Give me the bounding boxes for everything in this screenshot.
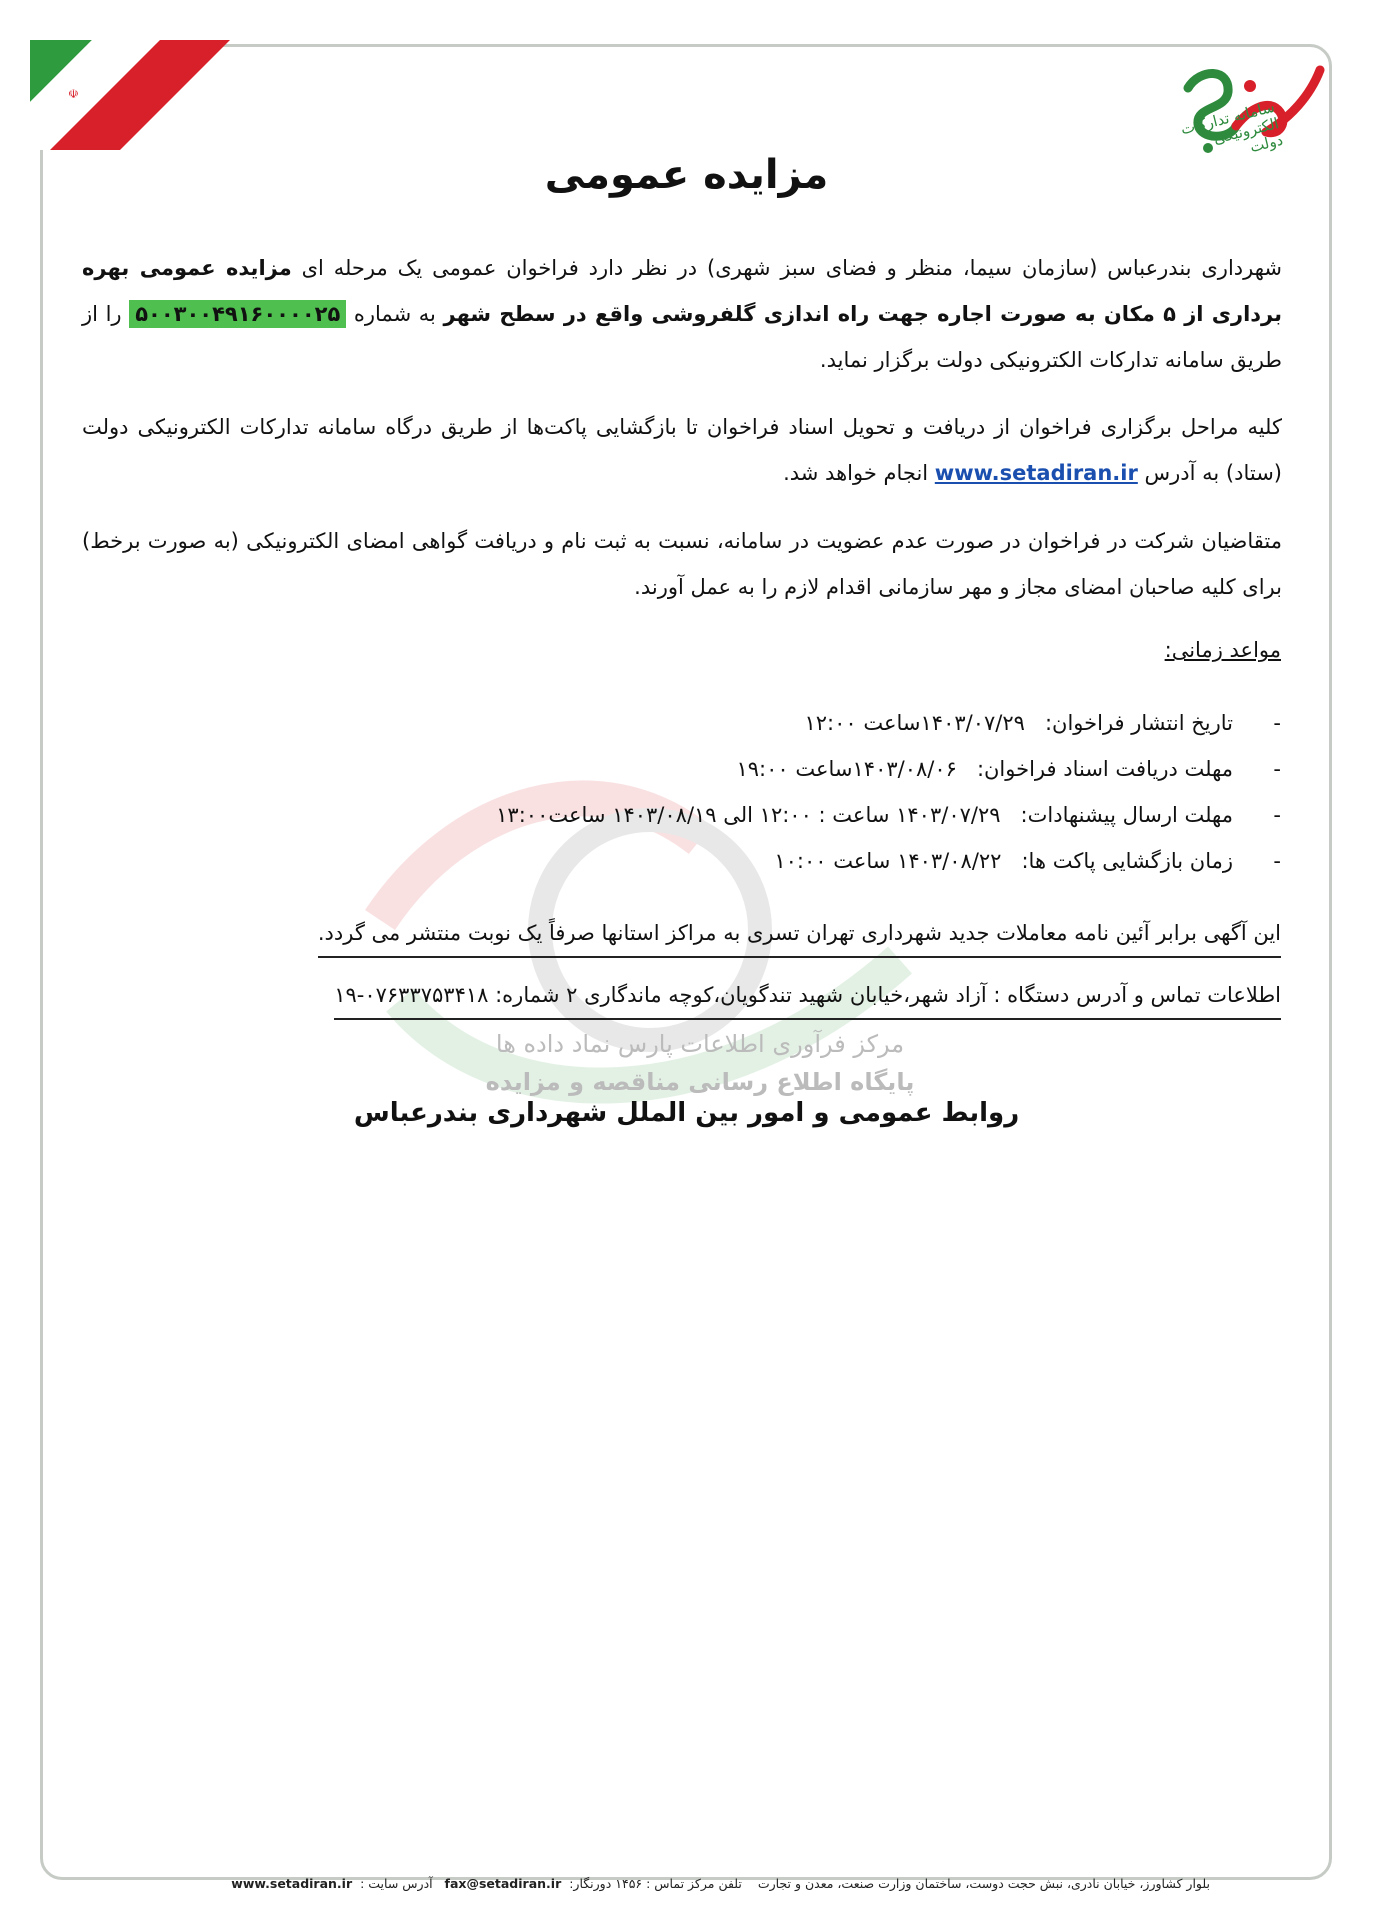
intro-text-3: را از طریق سامانه تدارکات الکترونیکی دولت برگزار نماید. <box>82 302 1282 372</box>
footer-site-label: آدرس سایت : <box>360 1876 433 1891</box>
schedule-label: مهلت ارسال پیشنهادات: <box>1020 803 1233 827</box>
schedule-item <box>131 838 1281 884</box>
schedule-value: ۱۴۰۳/۰۸/۰۶ساعت ۱۹:۰۰ <box>736 757 957 781</box>
bullet: - <box>1273 757 1281 781</box>
watermark-line-2: پایگاه اطلاع رسانی مناقصه و مزایده <box>485 1068 915 1096</box>
footer-fax[interactable]: fax@setadiran.ir <box>444 1876 562 1891</box>
svg-text:☫: ☫ <box>68 87 79 101</box>
procedure-text-1: کلیه مراحل برگزاری فراخوان از دریافت و تحویل اسناد فراخوان تا بازگشایی پاکت‌ها از طریق درگاه سامانه تدارکات الکترونیکی دولت (ستاد) به آدرس <box>82 415 1282 485</box>
schedule-item <box>131 792 1281 838</box>
procedure-paragraph <box>82 404 1282 496</box>
intro-bold-subject: مزایده عمومی بهره برداری از ۵ مکان به صورت اجاره جهت راه اندازی گلفروشی واقع در سطح شهر <box>82 256 1283 326</box>
schedule-heading: مواعد زمانی: <box>1164 638 1281 662</box>
registration-paragraph: متقاضیان شرکت در فراخوان در صورت عدم عضویت در سامانه، نسبت به ثبت نام و دریافت گواهی امضای الکترونیکی (به صورت برخط) برای کلیه صاحبان امضای مجاز و مهر سازمانی اقدام لازم را به عمل آورند. <box>82 529 1282 599</box>
publication-note: این آگهی برابر آئین نامه معاملات جدید شهرداری تهران تسری به مراکز استانها صرفاً یک نوبت منتشر می گردد. <box>318 910 1281 958</box>
schedule-value: ۱۴۰۳/۰۷/۲۹ ساعت : ۱۲:۰۰ الی ۱۴۰۳/۰۸/۱۹ ساعت۱۳:۰۰ <box>496 803 1001 827</box>
page-title: مزایده عمومی <box>544 152 829 198</box>
tender-number: ۵۰۰۳۰۰۴۹۱۶۰۰۰۰۲۵ <box>129 300 346 328</box>
schedule-label: تاریخ انتشار فراخوان: <box>1044 711 1233 735</box>
footer-address: بلوار کشاورز، خیابان نادری، نبش حجت دوست، ساختمان وزارت صنعت، معدن و تجارت <box>757 1876 1210 1891</box>
footer <box>180 1876 1210 1891</box>
schedule-item <box>131 700 1281 746</box>
schedule-label: مهلت دریافت اسناد فراخوان: <box>976 757 1233 781</box>
signature: روابط عمومی و امور بین الملل شهرداری بندرعباس <box>353 1098 1020 1128</box>
bullet: - <box>1273 711 1281 735</box>
schedule-item <box>131 746 1281 792</box>
procedure-text-2: انجام خواهد شد. <box>783 461 935 485</box>
intro-paragraph <box>82 245 1282 383</box>
schedule-value: ۱۴۰۳/۰۸/۲۲ ساعت ۱۰:۰۰ <box>774 849 1002 873</box>
logo-caption: سامانه تدارکات الکترونیکی دولت <box>1178 97 1285 157</box>
iran-flag-ribbon <box>30 40 230 150</box>
intro-text-2: به شماره <box>346 302 444 326</box>
setad-link[interactable]: www.setadiran.ir <box>934 461 1138 485</box>
watermark-line-1: مرکز فرآوری اطلاعات پارس نماد داده ها <box>495 1030 905 1058</box>
bullet: - <box>1273 849 1281 873</box>
contact-info: اطلاعات تماس و آدرس دستگاه : آزاد شهر،خیابان شهید تندگویان،کوچه ماندگاری ۲ شماره: ۰۷۶۳۳۷۵۳۴۱۸-۱۹ <box>334 972 1281 1020</box>
bullet: - <box>1273 803 1281 827</box>
schedule-label: زمان بازگشایی پاکت ها: <box>1021 849 1233 873</box>
intro-text-1: شهرداری بندرعباس (سازمان سیما، منظر و فضای سبز شهری) در نظر دارد فراخوان عمومی یک مرحله ای <box>291 256 1282 280</box>
footer-site[interactable]: www.setadiran.ir <box>231 1876 353 1891</box>
schedule-list <box>131 700 1281 884</box>
schedule-value: ۱۴۰۳/۰۷/۲۹ساعت ۱۲:۰۰ <box>804 711 1025 735</box>
footer-phone: تلفن مرکز تماس : ۱۴۵۶ دورنگار: <box>569 1876 742 1891</box>
